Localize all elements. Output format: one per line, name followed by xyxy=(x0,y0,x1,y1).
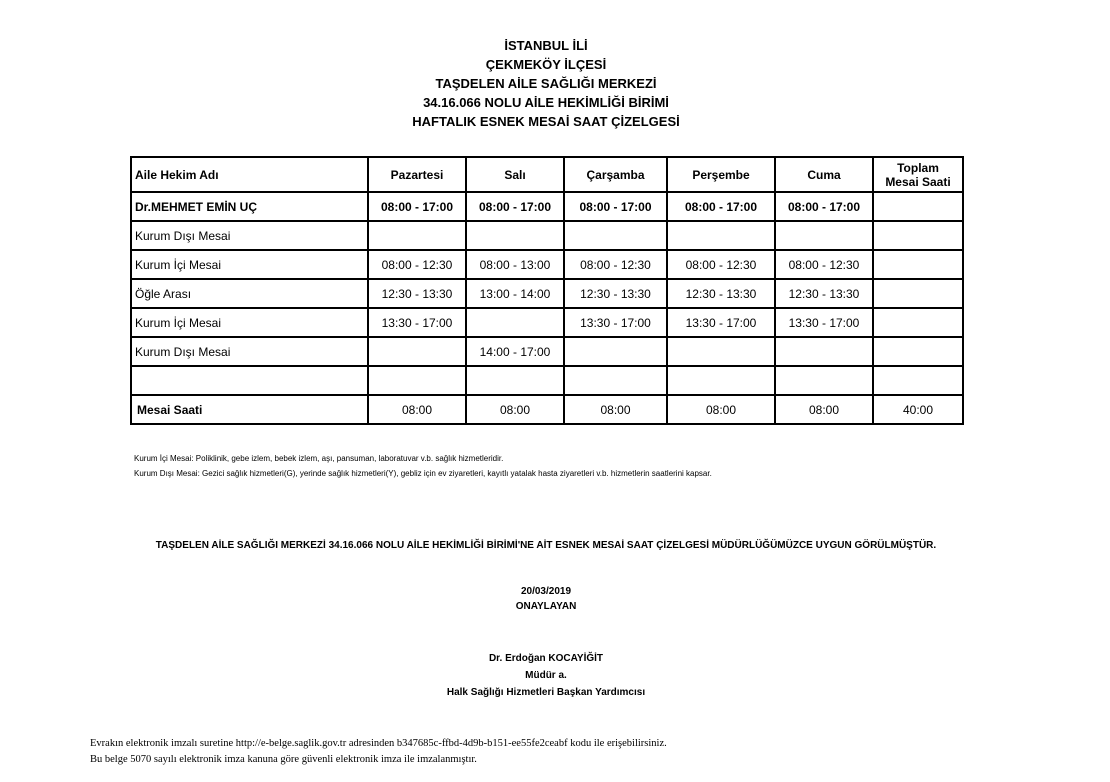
table-cell xyxy=(564,366,667,395)
table-cell: 12:30 - 13:30 xyxy=(775,279,873,308)
table-cell xyxy=(368,337,466,366)
table-cell: 13:30 - 17:00 xyxy=(368,308,466,337)
signatory-role: Müdür a. xyxy=(525,670,567,681)
table-cell: 08:00 - 17:00 xyxy=(775,192,873,221)
table-cell xyxy=(873,192,963,221)
table-cell: 12:30 - 13:30 xyxy=(564,279,667,308)
table-cell xyxy=(873,337,963,366)
table-cell: 13:00 - 14:00 xyxy=(466,279,564,308)
table-cell: 08:00 - 12:30 xyxy=(564,250,667,279)
table-cell: 08:00 xyxy=(564,395,667,424)
table-cell xyxy=(466,221,564,250)
table-cell xyxy=(775,221,873,250)
table-cell xyxy=(564,221,667,250)
table-cell xyxy=(873,221,963,250)
table-cell xyxy=(775,366,873,395)
table-row xyxy=(131,337,963,366)
header-schedule-title: HAFTALIK ESNEK MESAİ SAAT ÇİZELGESİ xyxy=(412,114,680,129)
table-row xyxy=(131,250,963,279)
table-cell: 08:00 - 13:00 xyxy=(466,250,564,279)
doctor-name: Dr.MEHMET EMİN UÇ xyxy=(131,192,368,221)
approval-date: 20/03/2019 xyxy=(520,586,572,597)
approval-statement: TAŞDELEN AİLE SAĞLIĞI MERKEZİ 34.16.066 NOLU AİLE HEKİMLİĞİ BİRİMİ'NE AİT ESNEK MESAİ SAAT ÇİZELGESİ MÜDÜRLÜĞÜMÜZCE UYGUN GÖRÜLMÜŞTÜR. xyxy=(155,540,937,551)
footer-signature-line: Bu belge 5070 sayılı elektronik imza kanuna göre güvenli elektronik imza ile imzalanmıştır. xyxy=(90,754,477,765)
signatory-name: Dr. Erdoğan KOCAYİĞİT xyxy=(488,653,604,664)
row-label xyxy=(131,366,368,395)
table-header-row xyxy=(131,157,963,192)
approval-date-block xyxy=(0,584,1092,614)
header-health-center: TAŞDELEN AİLE SAĞLIĞI MERKEZİ xyxy=(435,76,657,91)
col-header-doctor: Aile Hekim Adı xyxy=(131,157,368,192)
footer-verification-line: Evrakın elektronik imzalı suretine http://e-belge.saglik.gov.tr adresinden b347685c-ffbd-4d9b-b151-ee55fe2ceabf kodu ile erişebilirsiniz. xyxy=(90,738,667,749)
signatory-title: Halk Sağlığı Hizmetleri Başkan Yardımcısı xyxy=(446,687,646,698)
table-cell: 13:30 - 17:00 xyxy=(775,308,873,337)
table-cell xyxy=(667,366,775,395)
table-cell xyxy=(775,337,873,366)
note-internal-hours: Kurum İçi Mesai: Poliklinik, gebe izlem, bebek izlem, aşı, pansuman, laboratuvar v.b. sağlık hizmetleridir. xyxy=(134,454,504,463)
table-row xyxy=(131,308,963,337)
table-cell xyxy=(564,337,667,366)
table-cell: 13:30 - 17:00 xyxy=(667,308,775,337)
notes xyxy=(134,451,712,481)
table-cell xyxy=(368,366,466,395)
row-label: Kurum İçi Mesai xyxy=(131,250,368,279)
row-label: Kurum İçi Mesai xyxy=(131,308,368,337)
table-cell: 14:00 - 17:00 xyxy=(466,337,564,366)
header-unit: 34.16.066 NOLU AİLE HEKİMLİĞİ BİRİMİ xyxy=(423,95,669,110)
note-external-hours: Kurum Dışı Mesai: Gezici sağlık hizmetleri(G), yerinde sağlık hizmetleri(Y), gebliz için ev ziyaretleri, kayıtlı yatalak hasta ziyaretleri v.b. hizmetlerin saatlerini kapsar. xyxy=(134,469,712,478)
total-label: Mesai Saati xyxy=(131,395,368,424)
doctor-row xyxy=(131,192,963,221)
table-cell: 08:00 - 17:00 xyxy=(466,192,564,221)
table-cell: 08:00 xyxy=(466,395,564,424)
table-cell xyxy=(667,337,775,366)
table-row xyxy=(131,279,963,308)
table-cell xyxy=(873,366,963,395)
table-cell: 08:00 xyxy=(368,395,466,424)
table-cell xyxy=(873,279,963,308)
schedule-table xyxy=(130,156,964,425)
col-header-total xyxy=(873,157,963,192)
col-header-total-line1: Toplam xyxy=(897,160,939,175)
table-cell: 08:00 - 12:30 xyxy=(368,250,466,279)
col-header-monday: Pazartesi xyxy=(368,157,466,192)
table-cell: 08:00 - 17:00 xyxy=(667,192,775,221)
table-cell: 13:30 - 17:00 xyxy=(564,308,667,337)
col-header-tuesday: Salı xyxy=(466,157,564,192)
table-row xyxy=(131,221,963,250)
col-header-friday: Cuma xyxy=(775,157,873,192)
total-hours: 40:00 xyxy=(873,395,963,424)
document-header xyxy=(0,36,1092,131)
table-cell: 12:30 - 13:30 xyxy=(667,279,775,308)
table-cell: 12:30 - 13:30 xyxy=(368,279,466,308)
table-row xyxy=(131,366,963,395)
table-cell: 08:00 - 12:30 xyxy=(775,250,873,279)
signatory-block xyxy=(0,650,1092,701)
table-cell xyxy=(873,308,963,337)
row-label: Öğle Arası xyxy=(131,279,368,308)
table-cell xyxy=(873,250,963,279)
table-cell xyxy=(466,366,564,395)
table-cell xyxy=(667,221,775,250)
approver-label: ONAYLAYAN xyxy=(515,601,577,612)
total-row xyxy=(131,395,963,424)
header-province: İSTANBUL İLİ xyxy=(504,38,588,53)
row-label: Kurum Dışı Mesai xyxy=(131,221,368,250)
col-header-total-line2: Mesai Saati xyxy=(885,174,951,189)
table-cell xyxy=(368,221,466,250)
col-header-wednesday: Çarşamba xyxy=(564,157,667,192)
col-header-thursday: Perşembe xyxy=(667,157,775,192)
table-cell: 08:00 - 17:00 xyxy=(368,192,466,221)
table-cell: 08:00 - 17:00 xyxy=(564,192,667,221)
table-cell: 08:00 xyxy=(667,395,775,424)
e-signature-footer xyxy=(90,736,667,768)
table-cell: 08:00 - 12:30 xyxy=(667,250,775,279)
row-label: Kurum Dışı Mesai xyxy=(131,337,368,366)
table-cell xyxy=(466,308,564,337)
table-cell: 08:00 xyxy=(775,395,873,424)
header-district: ÇEKMEKÖY İLÇESİ xyxy=(485,57,607,72)
